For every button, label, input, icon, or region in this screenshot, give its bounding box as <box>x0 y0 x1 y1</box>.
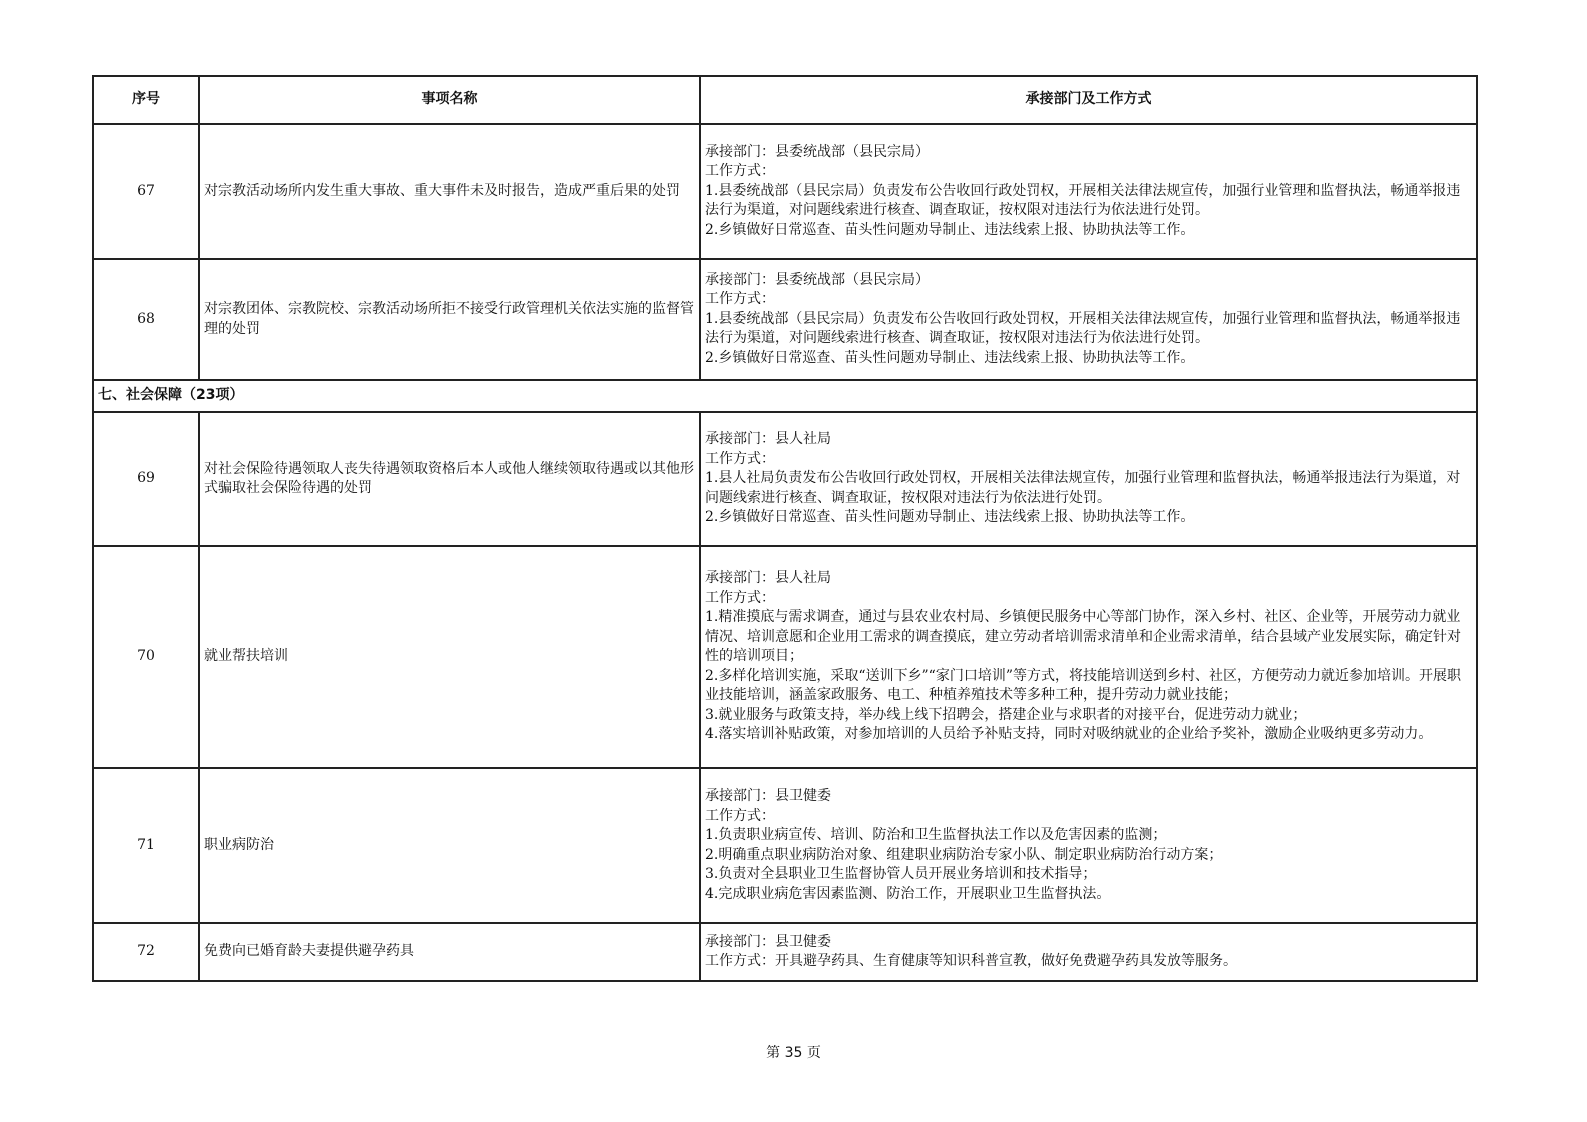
row-dept <box>700 546 1477 768</box>
row-num: 69 <box>93 412 199 546</box>
dept-line: 承接部门：县委统战部（县民宗局） <box>705 271 929 288</box>
row-name: 就业帮扶培训 <box>199 546 700 768</box>
page-number: 第 35 页 <box>766 1045 821 1061</box>
header-num: 序号 <box>93 76 199 124</box>
row-name: 职业病防治 <box>199 768 700 923</box>
section-row <box>93 380 1477 412</box>
table-row <box>93 768 1477 923</box>
dept-line: 工作方式： <box>705 450 775 467</box>
dept-line: 3.就业服务与政策支持，举办线上线下招聘会，搭建企业与求职者的对接平台，促进劳动力就业； <box>705 706 1307 723</box>
dept-line: 2.乡镇做好日常巡查、苗头性问题劝导制止、违法线索上报、协助执法等工作。 <box>705 349 1195 366</box>
section-title: 七、社会保障（23项） <box>93 380 1477 412</box>
dept-line: 2.多样化培训实施，采取“送训下乡”“家门口培训”等方式，将技能培训送到乡村、社区，方便劳动力就近参加培训。开展职业技能培训，涵盖家政服务、电工、种植养殖技术等多种工种，提升劳动力就业技能； <box>705 667 1461 704</box>
row-name: 免费向已婚育龄夫妻提供避孕药具 <box>199 923 700 981</box>
dept-line: 承接部门：县人社局 <box>705 570 831 587</box>
row-num: 72 <box>93 923 199 981</box>
row-name: 对社会保险待遇领取人丧失待遇领取资格后本人或他人继续领取待遇或以其他形式骗取社会保险待遇的处罚 <box>199 412 700 546</box>
table-row <box>93 259 1477 380</box>
table-row <box>93 923 1477 981</box>
dept-line: 工作方式： <box>705 807 775 824</box>
row-num: 70 <box>93 546 199 768</box>
dept-line: 2.乡镇做好日常巡查、苗头性问题劝导制止、违法线索上报、协助执法等工作。 <box>705 509 1195 526</box>
dept-line: 1.精准摸底与需求调查，通过与县农业农村局、乡镇便民服务中心等部门协作，深入乡村、社区、企业等，开展劳动力就业情况、培训意愿和企业用工需求的调查摸底，建立劳动者培训需求清单和企业需求清单，结合县域产业发展实际，确定针对性的培训项目； <box>705 609 1461 665</box>
dept-line: 4.完成职业病危害因素监测、防治工作，开展职业卫生监督执法。 <box>705 885 1111 902</box>
dept-line: 2.明确重点职业病防治对象、组建职业病防治专家小队、制定职业病防治行动方案； <box>705 846 1223 863</box>
dept-line: 工作方式： <box>705 291 775 308</box>
dept-line: 1.县委统战部（县民宗局）负责发布公告收回行政处罚权，开展相关法律法规宣传，加强行业管理和监督执法，畅通举报违法行为渠道，对问题线索进行核查、调查取证，按权限对违法行为依法进行处罚。 <box>705 310 1461 347</box>
row-dept <box>700 768 1477 923</box>
row-dept <box>700 923 1477 981</box>
row-name: 对宗教活动场所内发生重大事故、重大事件未及时报告，造成严重后果的处罚 <box>199 124 700 259</box>
row-num: 67 <box>93 124 199 259</box>
dept-line: 1.县委统战部（县民宗局）负责发布公告收回行政处罚权，开展相关法律法规宣传，加强行业管理和监督执法，畅通举报违法行为渠道，对问题线索进行核查、调查取证，按权限对违法行为依法进行处罚。 <box>705 182 1461 219</box>
dept-line: 工作方式： <box>705 163 775 180</box>
row-dept <box>700 259 1477 380</box>
dept-line: 1.县人社局负责发布公告收回行政处罚权，开展相关法律法规宣传，加强行业管理和监督执法，畅通举报违法行为渠道，对问题线索进行核查、调查取证，按权限对违法行为依法进行处罚。 <box>705 470 1461 506</box>
row-name: 对宗教团体、宗教院校、宗教活动场所拒不接受行政管理机关依法实施的监督管理的处罚 <box>199 259 700 380</box>
dept-line: 3.负责对全县职业卫生监督协管人员开展业务培训和技术指导； <box>705 866 1097 882</box>
table-row <box>93 124 1477 259</box>
dept-line: 承接部门：县人社局 <box>705 431 831 448</box>
header-name: 事项名称 <box>199 76 700 124</box>
dept-line: 承接部门：县卫健委 <box>705 933 831 950</box>
row-num: 71 <box>93 768 199 923</box>
dept-line: 承接部门：县委统战部（县民宗局） <box>705 143 929 160</box>
dept-line: 工作方式：开具避孕药具、生育健康等知识科普宣教，做好免费避孕药具发放等服务。 <box>705 953 1237 969</box>
items-table <box>92 75 1478 982</box>
dept-line: 工作方式： <box>705 589 775 606</box>
table-row <box>93 546 1477 768</box>
table-header-row <box>93 76 1477 124</box>
dept-line: 承接部门：县卫健委 <box>705 788 831 804</box>
row-dept <box>700 124 1477 259</box>
dept-line: 4.落实培训补贴政策，对参加培训的人员给予补贴支持，同时对吸纳就业的企业给予奖补，激励企业吸纳更多劳动力。 <box>705 726 1433 743</box>
row-num: 68 <box>93 259 199 380</box>
dept-line: 1.负责职业病宣传、培训、防治和卫生监督执法工作以及危害因素的监测； <box>705 827 1167 843</box>
dept-line: 2.乡镇做好日常巡查、苗头性问题劝导制止、违法线索上报、协助执法等工作。 <box>705 221 1195 238</box>
header-dept: 承接部门及工作方式 <box>700 76 1477 124</box>
row-dept <box>700 412 1477 546</box>
table-row <box>93 412 1477 546</box>
